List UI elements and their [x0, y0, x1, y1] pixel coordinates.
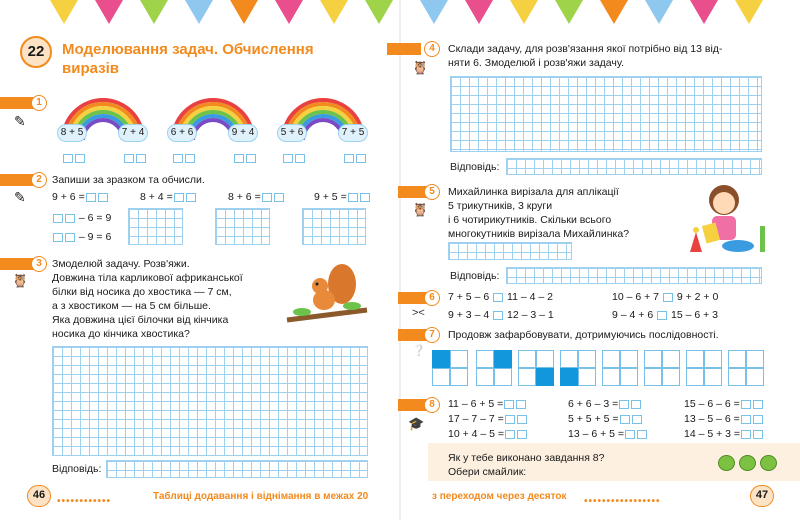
- flag-decoration: [230, 0, 258, 24]
- answer-box[interactable]: [65, 233, 75, 242]
- answer-box[interactable]: [753, 400, 763, 409]
- answer-box[interactable]: [505, 430, 515, 439]
- answer-box[interactable]: [186, 193, 196, 202]
- answer-box[interactable]: [53, 233, 63, 242]
- squirrel-illustration: [282, 262, 372, 332]
- pattern-cell[interactable]: [450, 350, 468, 368]
- pattern-cell[interactable]: [602, 350, 620, 368]
- task-text: Михайлинка вирізала для аплікації 5 трикутників, 3 круги і 6 чотирикутників. Скільки всього многокутників вирізала Михайлинка?: [448, 186, 630, 240]
- task-tab: [0, 97, 34, 109]
- pattern-cell[interactable]: [704, 368, 722, 386]
- expr-text: 13 – 6 + 5 =: [568, 428, 625, 440]
- expr-text: 9 + 5 =: [314, 191, 347, 203]
- answer-boxes[interactable]: [282, 152, 306, 164]
- expression: [52, 212, 111, 224]
- expr-text: 9 + 2 + 0: [676, 291, 719, 303]
- task-number: 6: [424, 290, 440, 306]
- pattern-cell[interactable]: [704, 350, 722, 368]
- answer-box[interactable]: [98, 193, 108, 202]
- flag-decoration: [365, 0, 393, 24]
- expression: [228, 191, 285, 203]
- pattern-cell[interactable]: [602, 368, 620, 386]
- expression: [568, 428, 648, 440]
- pattern-cell[interactable]: [476, 368, 494, 386]
- footer-topic-right: з переходом через десяток: [432, 491, 567, 502]
- expr-text: 10 + 4 – 5 =: [448, 428, 505, 440]
- pattern-cell[interactable]: [536, 350, 554, 368]
- page-spine: [399, 0, 401, 520]
- answer-boxes[interactable]: [343, 152, 367, 164]
- lesson-number: 22: [20, 36, 52, 68]
- pattern-cell[interactable]: [560, 350, 578, 368]
- expr-text: 9 + 6 =: [52, 191, 85, 203]
- student-icon: 🎓: [408, 416, 425, 431]
- pattern-cell-filled: [560, 368, 578, 386]
- answer-box[interactable]: [637, 430, 647, 439]
- expr-text: 10 – 6 + 7: [612, 291, 659, 303]
- pencil-icon: ✎: [14, 189, 26, 205]
- answer-box[interactable]: [174, 193, 184, 202]
- flag-decoration: [600, 0, 628, 24]
- answer-box[interactable]: [504, 400, 514, 409]
- rainbow-cloud: 8 + 5: [57, 124, 87, 142]
- work-grid[interactable]: [128, 208, 183, 245]
- pattern-cell[interactable]: [728, 350, 746, 368]
- title-line: виразів: [62, 60, 119, 77]
- answer-box[interactable]: [516, 400, 526, 409]
- pattern-cell[interactable]: [686, 368, 704, 386]
- expr-text: 12 – 3 – 1: [507, 309, 554, 321]
- answer-box[interactable]: [65, 214, 75, 223]
- task-text: Довжина тіла карликової африканської білки від носика до хвостика — 7 см, а з хвостиком — на 5 см більше. Яка довжина цієї білочки від кінчика носика до кінчика хвостика?: [52, 272, 243, 340]
- page-number-right: 47: [750, 485, 774, 507]
- task-instruction: Запиши за зразком та обчисли.: [52, 174, 205, 186]
- flag-decoration: [465, 0, 493, 24]
- owl-icon: 🦉: [12, 273, 29, 288]
- work-grid[interactable]: [448, 242, 572, 260]
- footer-dots: •••••••••••••••••: [584, 496, 661, 507]
- answer-box[interactable]: [53, 214, 63, 223]
- answer-grid[interactable]: [506, 158, 762, 175]
- flag-decoration: [140, 0, 168, 24]
- task-number: 4: [424, 41, 440, 57]
- expr-text: 9 + 3 – 4: [448, 309, 490, 321]
- expr-text: 11 – 6 + 5 =: [448, 398, 504, 410]
- owl-icon: 🦉: [412, 60, 429, 75]
- answer-box[interactable]: [663, 293, 673, 302]
- answer-box[interactable]: [753, 430, 763, 439]
- pattern-cell-filled: [536, 368, 554, 386]
- task-tab: [0, 174, 34, 186]
- question-icon: ❔: [412, 345, 426, 357]
- expr-text: 15 – 6 – 6 =: [684, 398, 740, 410]
- task-tab: [387, 43, 421, 55]
- task-tab: [0, 258, 34, 270]
- pattern-cell[interactable]: [728, 368, 746, 386]
- task-number: 5: [424, 184, 440, 200]
- task-instruction: Продовж зафарбовувати, дотримуючись послідовності.: [448, 329, 719, 341]
- answer-box[interactable]: [493, 311, 503, 320]
- rainbow-cloud: 7 + 4: [118, 124, 148, 142]
- expression: [448, 291, 553, 303]
- self-check-prompt: Обери смайлик:: [448, 466, 527, 478]
- answer-box[interactable]: [493, 293, 503, 302]
- flag-decoration: [420, 0, 448, 24]
- expression: [448, 428, 528, 440]
- frog-smiley-icon[interactable]: [739, 455, 756, 471]
- answer-grid[interactable]: [106, 460, 368, 478]
- expr-text: 6 + 6 – 3 =: [568, 398, 619, 410]
- flag-decoration: [510, 0, 538, 24]
- task-number: 2: [31, 172, 47, 188]
- answer-box[interactable]: [631, 400, 641, 409]
- smiley-choices[interactable]: [718, 455, 777, 474]
- task-number: 8: [424, 397, 440, 413]
- expression: [52, 231, 111, 243]
- answer-boxes[interactable]: [62, 152, 86, 164]
- pattern-cell[interactable]: [620, 368, 638, 386]
- expr-text: 9 – 4 + 6: [612, 309, 654, 321]
- girl-illustration: [682, 180, 772, 264]
- pattern-cell[interactable]: [620, 350, 638, 368]
- expression: [684, 428, 764, 440]
- task-instruction: Склади задачу, для розв'язання якої потрібно від 13 від- няти 6. Змоделюй і розв'яжи задачу.: [448, 43, 723, 69]
- expression: [314, 191, 371, 203]
- answer-box[interactable]: [620, 415, 630, 424]
- footer-dots: ••••••••••••: [57, 496, 112, 507]
- work-grid[interactable]: [215, 208, 270, 245]
- pattern-cell[interactable]: [494, 368, 512, 386]
- page-title: [62, 40, 314, 78]
- answer-box[interactable]: [741, 415, 751, 424]
- pencil-icon: ✎: [14, 113, 26, 129]
- expr-text: 17 – 7 – 7 =: [448, 413, 504, 425]
- answer-box[interactable]: [625, 430, 635, 439]
- frog-smiley-icon[interactable]: [718, 455, 735, 471]
- expr-text: 13 – 5 – 6 =: [684, 413, 740, 425]
- answer-box[interactable]: [753, 415, 763, 424]
- answer-box[interactable]: [274, 193, 284, 202]
- work-grid[interactable]: [52, 346, 368, 456]
- answer-boxes[interactable]: [233, 152, 257, 164]
- expression: [684, 413, 764, 425]
- answer-box[interactable]: [348, 193, 358, 202]
- task-number: 7: [424, 327, 440, 343]
- rainbow-cloud: 7 + 5: [338, 124, 368, 142]
- rainbow-cloud: 6 + 6: [167, 124, 197, 142]
- expr-text: 7 + 5 – 6: [448, 291, 490, 303]
- pattern-cell[interactable]: [644, 350, 662, 368]
- expr-text: 5 + 5 + 5 =: [568, 413, 619, 425]
- owl-icon: 🦉: [412, 202, 429, 217]
- expression: [612, 291, 718, 303]
- pattern-cell[interactable]: [662, 350, 680, 368]
- answer-box[interactable]: [657, 311, 667, 320]
- expr-text: 8 + 4 =: [140, 191, 173, 203]
- pattern-cell[interactable]: [518, 368, 536, 386]
- flag-decoration: [320, 0, 348, 24]
- expr-text: – 9 = 6: [78, 231, 112, 243]
- answer-label: Відповідь:: [52, 463, 102, 475]
- answer-label: Відповідь:: [450, 270, 500, 282]
- pattern-cell[interactable]: [644, 368, 662, 386]
- title-line: Моделювання задач. Обчислення: [62, 41, 314, 58]
- pattern-cell[interactable]: [578, 368, 596, 386]
- answer-boxes[interactable]: [172, 152, 196, 164]
- answer-box[interactable]: [517, 430, 527, 439]
- pattern-cell[interactable]: [746, 368, 764, 386]
- rainbows-illustration: [55, 92, 385, 148]
- task-number: 3: [31, 256, 47, 272]
- task-number: 1: [31, 95, 47, 111]
- compare-icon: ><: [412, 307, 425, 319]
- expression: [568, 413, 643, 425]
- answer-box[interactable]: [360, 193, 370, 202]
- pattern-cell[interactable]: [432, 368, 450, 386]
- rainbow-cloud: 9 + 4: [228, 124, 258, 142]
- pattern-cell[interactable]: [746, 350, 764, 368]
- expression: [448, 413, 528, 425]
- task-instruction: Змоделюй задачу. Розв'яжи.: [52, 258, 190, 270]
- work-grid[interactable]: [302, 208, 366, 245]
- answer-box[interactable]: [505, 415, 515, 424]
- answer-box[interactable]: [517, 415, 527, 424]
- answer-label: Відповідь:: [450, 161, 500, 173]
- flag-decoration: [645, 0, 673, 24]
- pattern-cell[interactable]: [450, 368, 468, 386]
- pattern-cell[interactable]: [518, 350, 536, 368]
- page-number-left: 46: [27, 485, 51, 507]
- answer-box[interactable]: [262, 193, 272, 202]
- self-check-question: Як у тебе виконано завдання 8?: [448, 452, 605, 464]
- flag-decoration: [50, 0, 78, 24]
- expr-text: – 6 = 9: [78, 212, 112, 224]
- flag-decoration: [275, 0, 303, 24]
- answer-grid[interactable]: [506, 267, 762, 284]
- expression: [448, 309, 554, 321]
- footer-topic-left: Таблиці додавання і віднімання в межах 20: [153, 491, 369, 502]
- pattern-cell-filled: [432, 350, 450, 368]
- pattern-cell[interactable]: [578, 350, 596, 368]
- answer-box[interactable]: [741, 400, 751, 409]
- flag-decoration: [555, 0, 583, 24]
- expr-text: 11 – 4 – 2: [507, 291, 553, 303]
- flag-decoration: [690, 0, 718, 24]
- pattern-cell[interactable]: [662, 368, 680, 386]
- answer-box[interactable]: [619, 400, 629, 409]
- frog-smiley-icon[interactable]: [760, 455, 777, 471]
- expression: [448, 398, 527, 410]
- expression: [52, 191, 109, 203]
- answer-box[interactable]: [86, 193, 96, 202]
- flag-decoration: [735, 0, 763, 24]
- expression: [612, 309, 718, 321]
- flag-decoration: [95, 0, 123, 24]
- expr-text: 8 + 6 =: [228, 191, 261, 203]
- expression: [140, 191, 197, 203]
- expression: [568, 398, 642, 410]
- work-grid[interactable]: [450, 76, 762, 152]
- answer-boxes[interactable]: [123, 152, 147, 164]
- pattern-cell[interactable]: [476, 350, 494, 368]
- expr-text: 14 – 5 + 3 =: [684, 428, 741, 440]
- expression: [684, 398, 764, 410]
- expr-text: 15 – 6 + 3: [671, 309, 719, 321]
- flag-decoration: [185, 0, 213, 24]
- rainbow-cloud: 5 + 6: [277, 124, 307, 142]
- pattern-cell[interactable]: [686, 350, 704, 368]
- pattern-cell-filled: [494, 350, 512, 368]
- answer-box[interactable]: [741, 430, 751, 439]
- answer-box[interactable]: [632, 415, 642, 424]
